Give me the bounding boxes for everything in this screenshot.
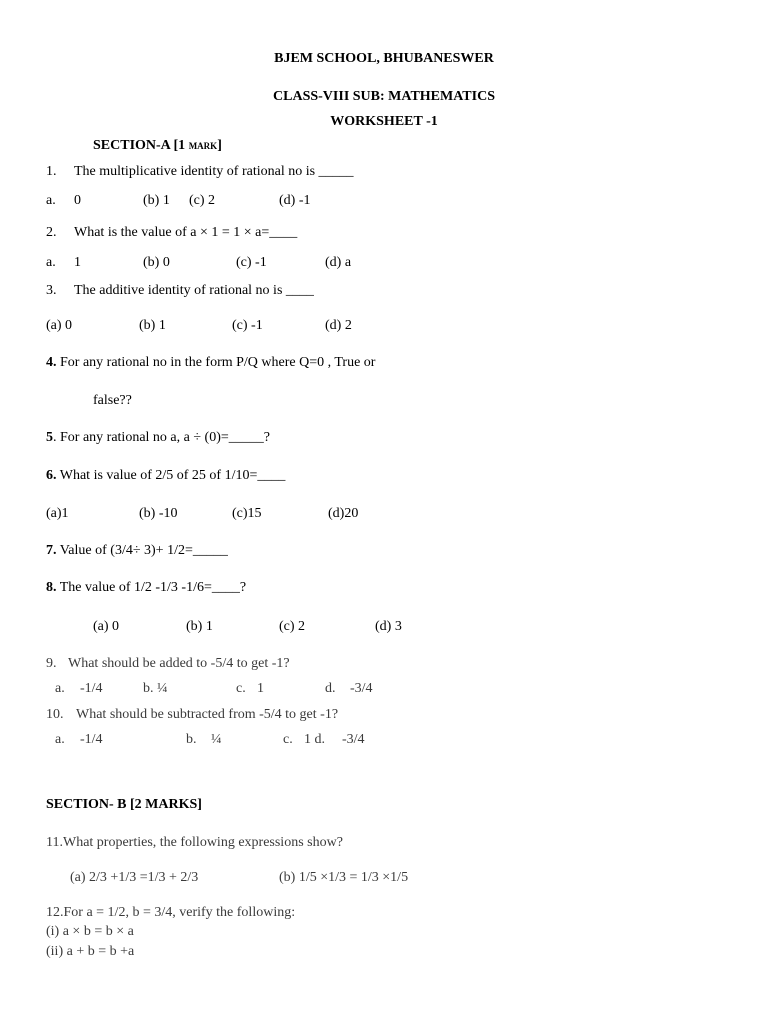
school-name: BJEM SCHOOL, BHUBANESWER bbox=[274, 51, 494, 66]
q4-number: 4. bbox=[46, 355, 57, 370]
q6-number: 6. bbox=[46, 468, 57, 483]
q9-option-b: b. ¼ bbox=[143, 681, 168, 696]
q1-option-d: (d) -1 bbox=[279, 193, 311, 208]
q2-number: 2. bbox=[46, 225, 57, 240]
q8-text: The value of 1/2 -1/3 -1/6=____? bbox=[56, 580, 247, 595]
q6-question bbox=[46, 469, 285, 483]
section-b-title: SECTION- B [2 MARKS] bbox=[46, 797, 202, 812]
q9-option-d: -3/4 bbox=[350, 681, 373, 696]
q2-text: What is the value of a × 1 = 1 × a=____ bbox=[74, 225, 298, 240]
q9-number: 9. bbox=[46, 656, 57, 671]
q6-option-b: (b) -10 bbox=[139, 506, 178, 521]
q2-option-a: 1 bbox=[74, 255, 81, 270]
q11-option-b: (b) 1/5 ×1/3 = 1/3 ×1/5 bbox=[279, 870, 409, 885]
q10-text: What should be subtracted from -5/4 to get -1? bbox=[76, 707, 339, 722]
q1-option-b: (b) 1 bbox=[143, 193, 170, 208]
q3-option-a: (a) 0 bbox=[46, 318, 73, 333]
q10-option-a-label: a. bbox=[55, 732, 65, 747]
q10-option-c-label: c. bbox=[283, 732, 293, 747]
section-a-prefix: SECTION-A [1 bbox=[93, 138, 189, 153]
q9-option-a-label: a. bbox=[55, 681, 65, 696]
q10-option-b-label: b. bbox=[186, 732, 197, 747]
q5-question bbox=[46, 431, 270, 445]
q9-option-c: 1 bbox=[257, 681, 264, 696]
q12-text: 12.For a = 1/2, b = 3/4, verify the following: bbox=[46, 905, 296, 920]
q11-text: 11.What properties, the following expressions show? bbox=[46, 835, 343, 850]
q6-option-c: (c)15 bbox=[232, 506, 262, 521]
q7-question bbox=[46, 544, 228, 558]
q6-option-a: (a)1 bbox=[46, 506, 69, 521]
q1-number: 1. bbox=[46, 164, 57, 179]
q8-number: 8. bbox=[46, 580, 57, 595]
q9-option-a: -1/4 bbox=[80, 681, 103, 696]
q12-part-ii: (ii) a + b = b +a bbox=[46, 944, 135, 959]
q5-number: 5 bbox=[46, 430, 53, 445]
q3-option-b: (b) 1 bbox=[139, 318, 166, 333]
q2-option-d: (d) a bbox=[325, 255, 352, 270]
q10-number: 10. bbox=[46, 707, 64, 722]
section-a-suffix: ] bbox=[217, 138, 222, 153]
q2-option-c: (c) -1 bbox=[236, 255, 267, 270]
q1-option-a-label: a. bbox=[46, 193, 56, 208]
q10-option-a: -1/4 bbox=[80, 732, 103, 747]
q8-option-c: (c) 2 bbox=[279, 619, 306, 634]
q8-option-b: (b) 1 bbox=[186, 619, 213, 634]
q10-option-c-d: 1 d. bbox=[304, 732, 325, 747]
q8-option-d: (d) 3 bbox=[375, 619, 402, 634]
q3-text: The additive identity of rational no is ____ bbox=[74, 283, 314, 298]
q5-text: . For any rational no a, a ÷ (0)=_____? bbox=[53, 430, 270, 445]
q6-option-d: (d)20 bbox=[328, 506, 359, 521]
q8-question bbox=[46, 581, 246, 595]
q3-number: 3. bbox=[46, 283, 57, 298]
q4-continuation: false?? bbox=[93, 393, 132, 408]
section-a-title bbox=[93, 139, 222, 153]
q2-option-b: (b) 0 bbox=[143, 255, 170, 270]
q1-text: The multiplicative identity of rational no is _____ bbox=[74, 164, 354, 179]
q1-option-a: 0 bbox=[74, 193, 81, 208]
class-subject: CLASS-VIII SUB: MATHEMATICS bbox=[273, 89, 495, 104]
q9-option-c-label: c. bbox=[236, 681, 246, 696]
q9-text: What should be added to -5/4 to get -1? bbox=[68, 656, 290, 671]
q7-text: Value of (3/4÷ 3)+ 1/2=_____ bbox=[56, 543, 228, 558]
q7-number: 7. bbox=[46, 543, 57, 558]
q8-option-a: (a) 0 bbox=[93, 619, 120, 634]
q4-question bbox=[46, 356, 375, 370]
q10-option-d: -3/4 bbox=[342, 732, 365, 747]
q3-option-d: (d) 2 bbox=[325, 318, 352, 333]
q3-option-c: (c) -1 bbox=[232, 318, 263, 333]
worksheet-title: WORKSHEET -1 bbox=[330, 114, 438, 129]
q2-option-a-label: a. bbox=[46, 255, 56, 270]
q1-option-c: (c) 2 bbox=[189, 193, 216, 208]
q6-text: What is value of 2/5 of 25 of 1/10=____ bbox=[56, 468, 286, 483]
q12-part-i: (i) a × b = b × a bbox=[46, 924, 134, 939]
q4-text: For any rational no in the form P/Q where Q=0 , True or bbox=[56, 355, 376, 370]
section-a-mark: MARK bbox=[188, 141, 218, 151]
q10-option-b: ¼ bbox=[211, 732, 222, 747]
q11-option-a: (a) 2/3 +1/3 =1/3 + 2/3 bbox=[70, 870, 199, 885]
q9-option-d-label: d. bbox=[325, 681, 336, 696]
